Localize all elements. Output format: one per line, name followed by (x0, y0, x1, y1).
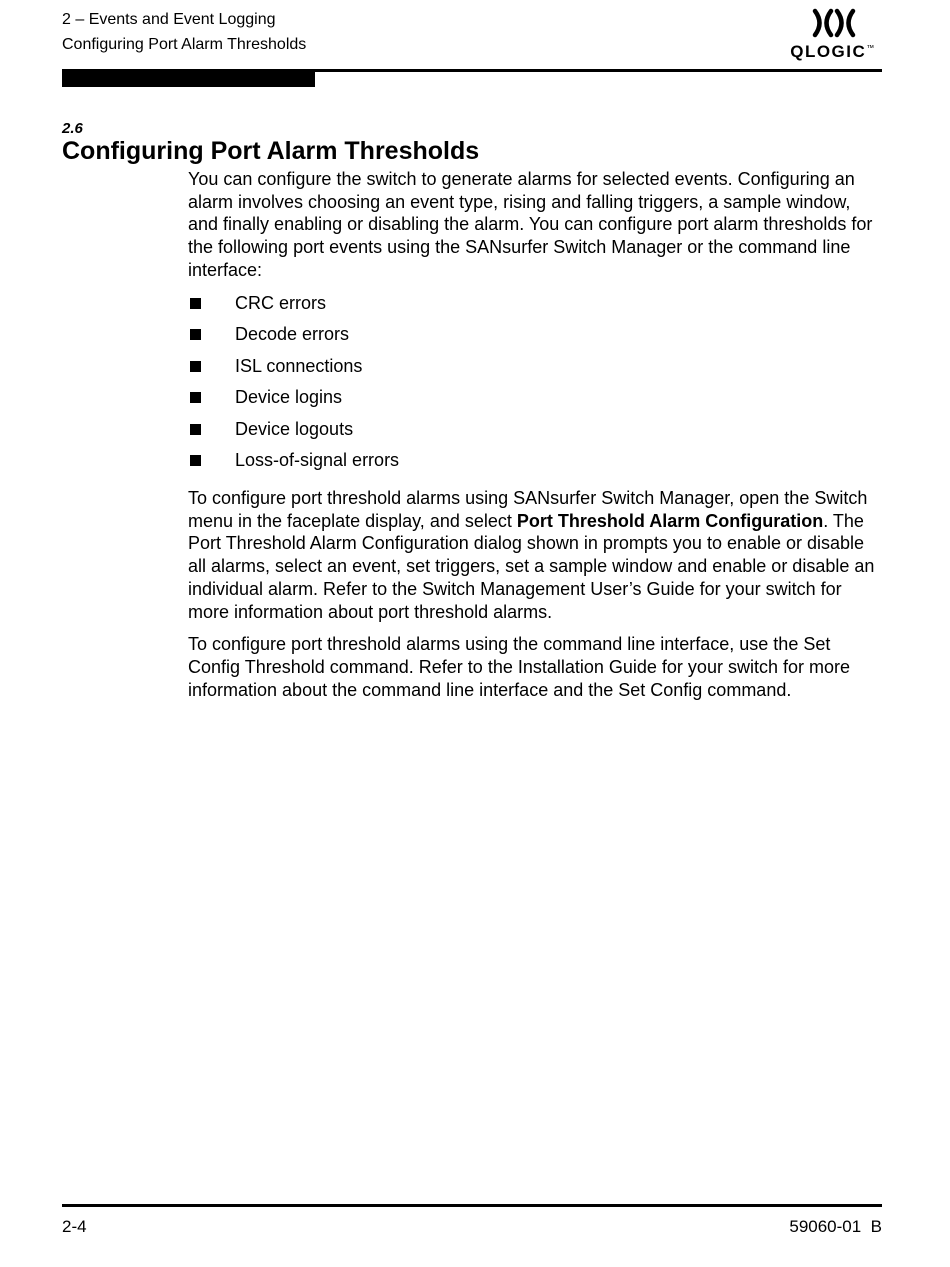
qlogic-logo-icon (812, 8, 856, 38)
logo-text: QLOGIC™ (790, 42, 876, 61)
bullet-icon (190, 455, 201, 466)
bullet-icon (190, 424, 201, 435)
list-item: Device logins (188, 386, 882, 418)
body-text (188, 168, 882, 711)
document-id: 59060-01 B (789, 1217, 882, 1236)
header-section: Configuring Port Alarm Thresholds (62, 36, 307, 53)
cli-paragraph: To configure port threshold alarms using the command line interface, use the Set Config Threshold command. Refer to the Installation Guide for your switch for more information about the command line interface and the Set Config command. (188, 634, 850, 700)
menu-item-reference: Port Threshold Alarm Configuration (516, 510, 824, 531)
header-chapter: 2 – Events and Event Logging (62, 11, 276, 28)
list-item: Loss-of-signal errors (188, 449, 882, 481)
manager-paragraph: To configure port threshold alarms using SANsurfer Switch Manager, open the Switch menu in the faceplate display, and select Port Threshold Alarm Configuration. The Port Threshold Alarm Configuration dialog shown in prompts you to enable or disable all alarms, select an event, set triggers, set a sample window and enable or disable an individual alarm. Refer to the Switch Management User’s Guide for your switch for more information about port threshold alarms. (188, 488, 875, 622)
qlogic-logo (790, 6, 880, 62)
bullet-icon (190, 329, 201, 340)
list-item: Device logouts (188, 418, 882, 450)
list-item: CRC errors (188, 292, 882, 324)
event-list (188, 292, 882, 482)
header-tab-bar (62, 72, 315, 87)
bullet-icon (190, 298, 201, 309)
bullet-icon (190, 361, 201, 372)
footer-rule (62, 1204, 882, 1207)
page-number: 2-4 (62, 1217, 87, 1236)
intro-paragraph: You can configure the switch to generate alarms for selected events. Configuring an alarm involves choosing an event type, rising and falling triggers, a sample window, and finally enabling or disabling the alarm. You can configure port alarm thresholds for the following port events using the SANsurfer Switch Manager or the command line interface: (188, 169, 873, 280)
bullet-icon (190, 392, 201, 403)
list-item: Decode errors (188, 323, 882, 355)
list-item: ISL connections (188, 355, 882, 387)
section-number: 2.6 (62, 120, 83, 137)
section-title: Configuring Port Alarm Thresholds (62, 137, 480, 165)
